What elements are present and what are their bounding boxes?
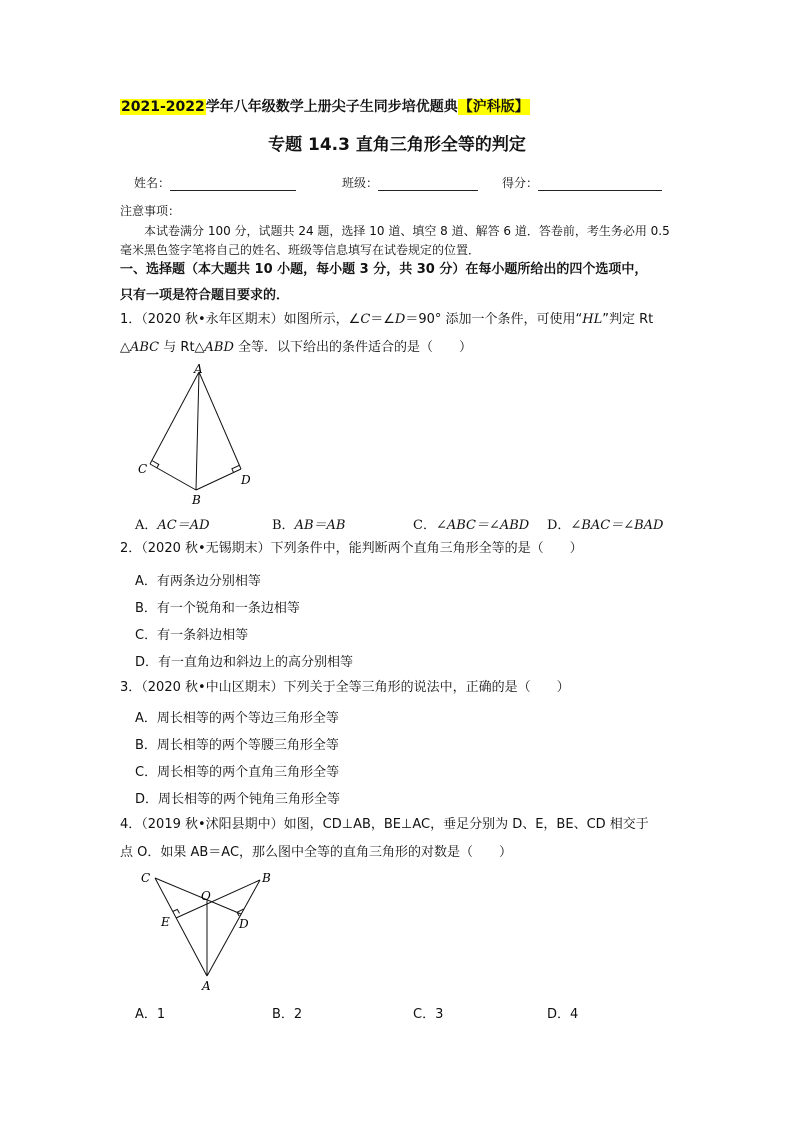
section-heading: [120, 257, 680, 309]
question-4-line-2: 点 O．如果 AB＝AC，那么图中全等的直角三角形的对数是（ ）: [120, 845, 513, 860]
q3-option-d[interactable]: D．周长相等的两个钝角三角形全等: [135, 792, 341, 807]
section-line-2: 只有一项是符合题目要求的．: [120, 288, 290, 303]
question-4-figure: [135, 866, 280, 996]
notice-body: 本试卷满分 100 分，试题共 24 题，选择 10 道、填空 8 道、解答 6 道．答卷前，考生务必用 0.5 毫米黑色签字笔将自己的姓名、班级等信息填写在试卷规定的位置．: [120, 224, 670, 257]
section-line-1: 一、选择题（本大题共 10 小题，每小题 3 分，共 30 分）在每小题所给出的四个选项中，: [120, 262, 648, 277]
question-1-line-2: △ABC 与 Rt△ABD 全等．以下给出的条件适合的是（ ）: [120, 340, 473, 355]
q2-option-d[interactable]: D．有一直角边和斜边上的高分别相等: [135, 655, 354, 670]
q4-label-a: A: [202, 979, 211, 993]
question-4: [120, 811, 685, 867]
header-edition: 【沪科版】: [458, 99, 529, 115]
q1-label-a: A: [194, 362, 203, 376]
q4-option-c[interactable]: C．3: [413, 1007, 444, 1022]
notice-title: 注意事项：: [120, 204, 181, 218]
student-info-row: [134, 174, 662, 191]
q2-option-c[interactable]: C．有一条斜边相等: [135, 628, 249, 643]
question-1: [120, 306, 685, 362]
q1-option-a[interactable]: A．AC＝AD: [135, 518, 210, 533]
class-field[interactable]: [378, 178, 478, 191]
page-title: 专题 14.3 直角三角形全等的判定: [268, 135, 526, 155]
name-label: 姓名：: [134, 176, 171, 190]
q4-label-e: E: [161, 915, 170, 929]
q1-label-b: B: [192, 493, 201, 507]
q3-option-c[interactable]: C．周长相等的两个直角三角形全等: [135, 765, 340, 780]
q1-option-b[interactable]: B．AB＝AB: [272, 518, 346, 533]
q4-label-c: C: [141, 871, 151, 885]
question-3-stem: 3．（2020 秋•中山区期末）下列关于全等三角形的说法中，正确的是（ ）: [120, 680, 570, 695]
q3-option-a[interactable]: A．周长相等的两个等边三角形全等: [135, 711, 339, 726]
score-field[interactable]: [538, 178, 662, 191]
q4-label-o: O: [201, 889, 211, 903]
q4-option-a[interactable]: A．1: [135, 1007, 166, 1022]
series-header: [120, 96, 530, 116]
class-label: 班级：: [342, 176, 379, 190]
q2-option-a[interactable]: A．有两条边分别相等: [135, 574, 261, 589]
q4-label-b: B: [262, 871, 271, 885]
q1-option-d[interactable]: D．∠BAC＝∠BAD: [547, 518, 664, 533]
score-label: 得分：: [502, 176, 539, 190]
name-field[interactable]: [170, 178, 296, 191]
q1-label-c: C: [138, 462, 148, 476]
header-text: 学年八年级数学上册尖子生同步培优题典: [205, 99, 458, 115]
question-4-line-1: 4．（2019 秋•沭阳县期中）如图，CD⊥AB，BE⊥AC，垂足分别为 D、E，BE、CD 相交于: [120, 817, 649, 832]
question-1-figure: [130, 362, 260, 512]
q4-label-d: D: [239, 917, 249, 931]
question-1-line-1: 1．（2020 秋•永年区期末）如图所示，∠C＝∠D＝90° 添加一个条件，可使用“HL”判定 Rt: [120, 312, 654, 327]
question-2-stem: 2．（2020 秋•无锡期末）下列条件中，能判断两个直角三角形全等的是（ ）: [120, 541, 583, 556]
header-year: 2021-2022: [121, 99, 205, 115]
q1-option-c[interactable]: C．∠ABC＝∠ABD: [413, 518, 530, 533]
q4-option-d[interactable]: D．4: [547, 1007, 579, 1022]
q4-option-b[interactable]: B．2: [272, 1007, 303, 1022]
q3-option-b[interactable]: B．周长相等的两个等腰三角形全等: [135, 738, 339, 753]
q2-option-b[interactable]: B．有一个锐角和一条边相等: [135, 601, 300, 616]
q1-label-d: D: [241, 473, 251, 487]
